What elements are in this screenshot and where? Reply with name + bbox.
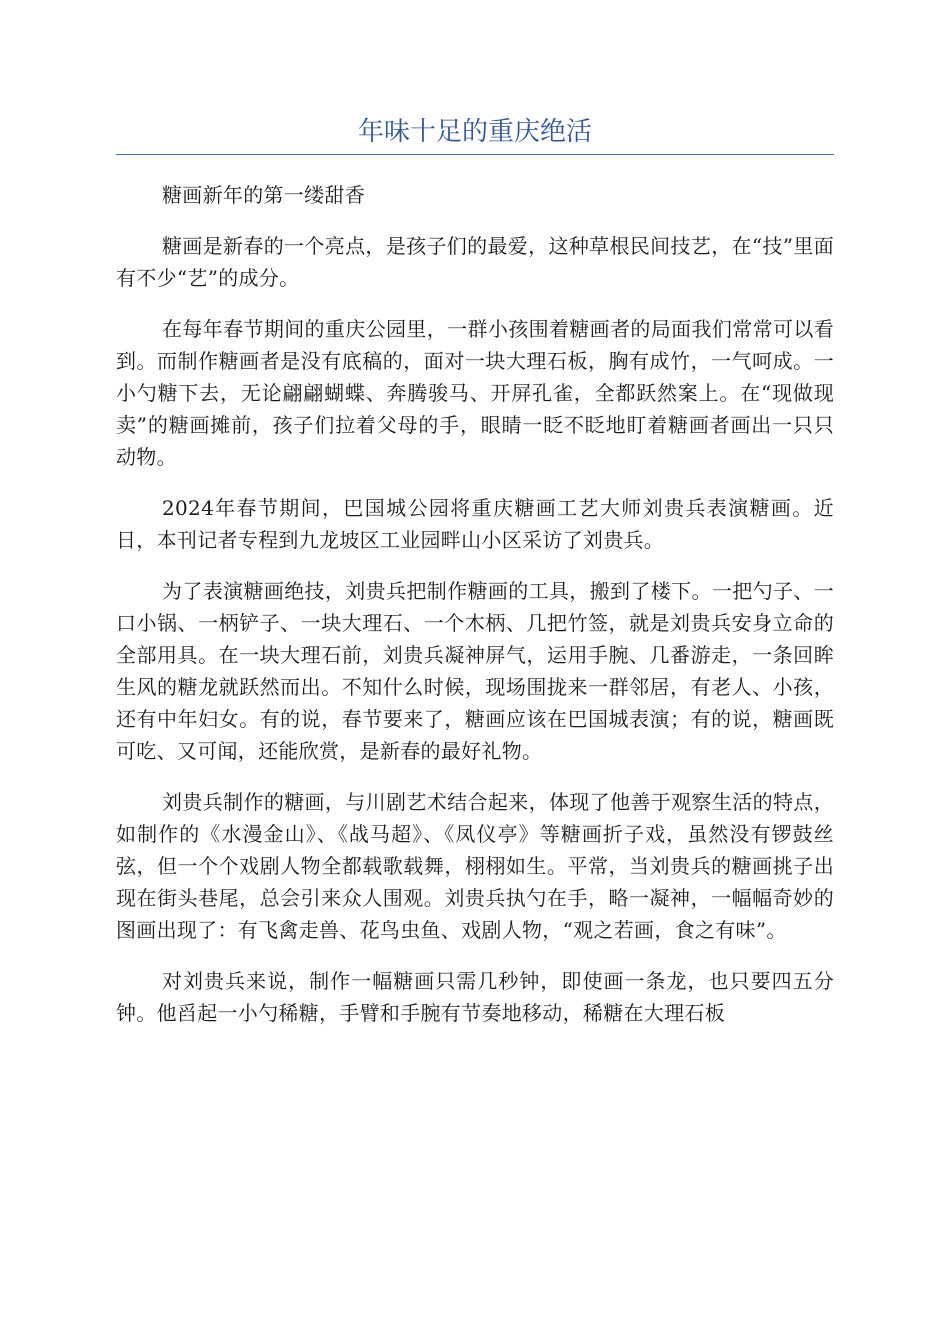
paragraph-technique: 对刘贵兵来说，制作一幅糖画只需几秒钟，即使画一条龙，也只要四五分钟。他舀起一小勺稀糖，手臂和手腕有节奏地移动，稀糖在大理石板 — [116, 969, 834, 1025]
document-title: 年味十足的重庆绝活 — [357, 117, 592, 147]
paragraph-park-scene: 在每年春节期间的重庆公园里，一群小孩围着糖画者的局面我们常常可以看到。而制作糖画者是没有底稿的，面对一块大理石板，胸有成竹，一气呵成。一小勺糖下去，无论翩翩蝴蝶、奔腾骏马、开屏孔雀，全都跃然案上。在“现做现卖”的糖画摊前，孩子们拉着父母的手，眼睛一眨不眨地盯着糖画者画出一只只动物。 — [116, 317, 834, 469]
paragraph-intro: 糖画是新春的一个亮点，是孩子们的最爱，这种草根民间技艺，在“技”里面有不少“艺”的成分。 — [116, 234, 834, 290]
paragraph-performance: 为了表演糖画绝技，刘贵兵把制作糖画的工具，搬到了楼下。一把勺子、一口小锅、一柄铲子、一块大理石、一个木柄、几把竹签，就是刘贵兵安身立命的全部用具。在一块大理石前，刘贵兵凝神屏气，运用手腕、几番游走，一条回眸生风的糖龙就跃然而出。不知什么时候，现场围拢来一群邻居，有老人、小孩，还有中年妇女。有的说，春节要来了，糖画应该在巴国城表演；有的说，糖画既可吃、又可闻，还能欣赏，是新春的最好礼物。 — [116, 579, 834, 763]
paragraph-opera-style: 刘贵兵制作的糖画，与川剧艺术结合起来，体现了他善于观察生活的特点，如制作的《水漫金山》、《战马超》、《凤仪亭》等糖画折子戏，虽然没有锣鼓丝弦，但一个个戏剧人物全都载歌载舞，栩栩如生。平常，当刘贵兵的糖画挑子出现在街头巷尾，总会引来众人围观。刘贵兵执勺在手，略一凝神，一幅幅奇妙的图画出现了：有飞禽走兽、花鸟虫鱼、戏剧人物，“观之若画，食之有味”。 — [116, 790, 834, 942]
section-subtitle: 糖画新年的第一缕甜香 — [162, 183, 365, 207]
title-underline — [116, 154, 834, 155]
document-page — [116, 0, 834, 1029]
paragraph-interview: 2024年春节期间，巴国城公园将重庆糖画工艺大师刘贵兵表演糖画。近日，本刊记者专程到九龙坡区工业园畔山小区采访了刘贵兵。 — [116, 496, 834, 552]
